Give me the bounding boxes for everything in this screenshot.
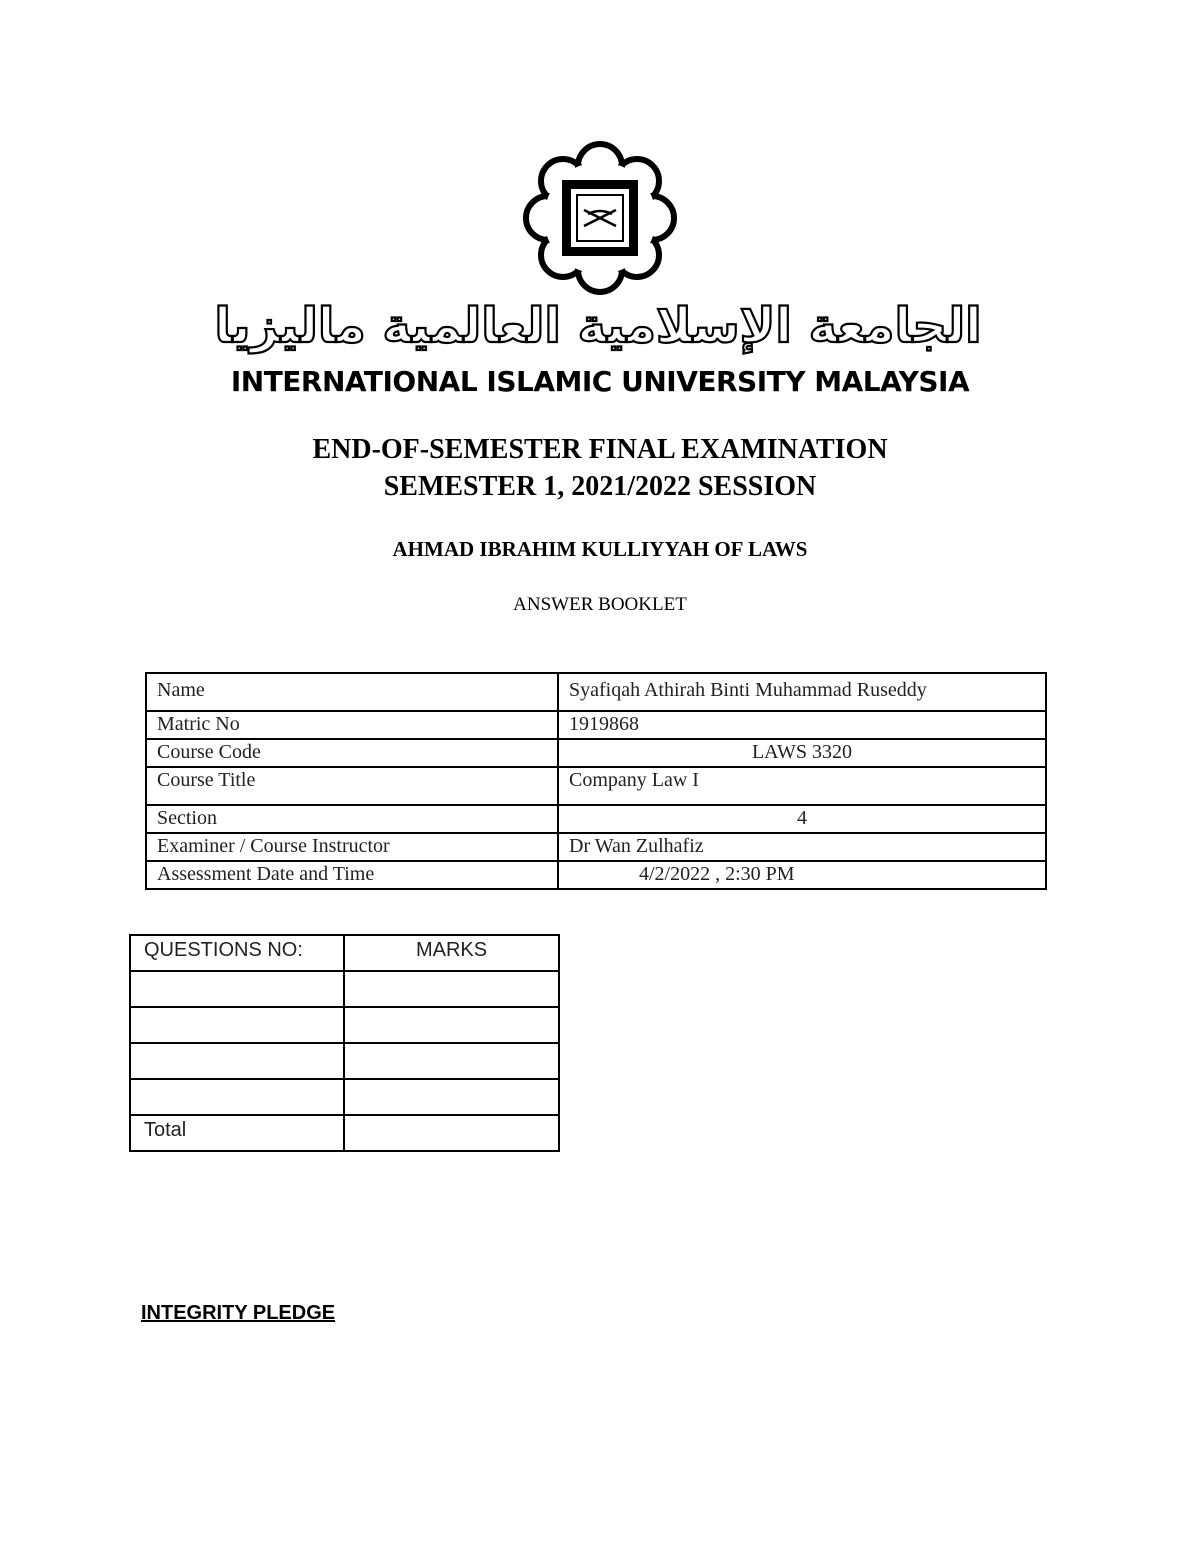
info-value: 1919868 (558, 711, 1046, 739)
info-row-matric (146, 711, 1046, 739)
exam-title-line2: SEMESTER 1, 2021/2022 SESSION (383, 471, 817, 502)
info-value: Dr Wan Zulhafiz (558, 833, 1046, 861)
marks-total-row (130, 1115, 559, 1151)
marks-cell[interactable] (344, 971, 559, 1007)
info-label: Name (146, 673, 558, 711)
marks-cell[interactable] (344, 1007, 559, 1043)
info-label: Section (146, 805, 558, 833)
total-label: Total (130, 1115, 344, 1151)
marks-cell[interactable] (344, 1079, 559, 1115)
info-row-name (146, 673, 1046, 711)
marks-row (130, 1079, 559, 1115)
marks-row (130, 1007, 559, 1043)
info-row-examiner (146, 833, 1046, 861)
info-label: Assessment Date and Time (146, 861, 558, 889)
info-row-section (146, 805, 1046, 833)
total-marks-cell[interactable] (344, 1115, 559, 1151)
questions-no-header: QUESTIONS NO: (130, 935, 344, 971)
question-cell[interactable] (130, 1007, 344, 1043)
kulliyyah-name: AHMAD IBRAHIM KULLIYYAH OF LAWS (392, 537, 808, 561)
info-value: Syafiqah Athirah Binti Muhammad Ruseddy (558, 673, 1046, 711)
info-value: 4 (558, 805, 1046, 833)
info-row-assessment-date (146, 861, 1046, 889)
info-label: Course Title (146, 767, 558, 805)
info-label: Course Code (146, 739, 558, 767)
student-info-table (145, 672, 1047, 890)
university-name: INTERNATIONAL ISLAMIC UNIVERSITY MALAYSIA (230, 365, 970, 398)
svg-text:الجامعة الإسلامية العالمية مال: الجامعة الإسلامية العالمية ماليزيا (214, 298, 982, 354)
arabic-university-name (214, 290, 982, 356)
iium-crest-icon (522, 140, 678, 296)
info-label: Examiner / Course Instructor (146, 833, 558, 861)
booklet-title: ANSWER BOOKLET (513, 594, 687, 615)
info-label: Matric No (146, 711, 558, 739)
question-cell[interactable] (130, 1079, 344, 1115)
question-cell[interactable] (130, 971, 344, 1007)
exam-title-line1: END-OF-SEMESTER FINAL EXAMINATION (312, 434, 888, 465)
info-value: 4/2/2022 , 2:30 PM (558, 861, 1046, 889)
exam-title (0, 431, 1200, 505)
marks-row (130, 971, 559, 1007)
info-value: LAWS 3320 (558, 739, 1046, 767)
marks-table (129, 934, 560, 1152)
marks-row (130, 1043, 559, 1079)
integrity-pledge-heading: INTEGRITY PLEDGE (141, 1302, 336, 1324)
marks-header: MARKS (344, 935, 559, 971)
info-value: Company Law I (558, 767, 1046, 805)
info-row-course-title (146, 767, 1046, 805)
marks-cell[interactable] (344, 1043, 559, 1079)
question-cell[interactable] (130, 1043, 344, 1079)
info-row-course-code (146, 739, 1046, 767)
marks-header-row (130, 935, 559, 971)
